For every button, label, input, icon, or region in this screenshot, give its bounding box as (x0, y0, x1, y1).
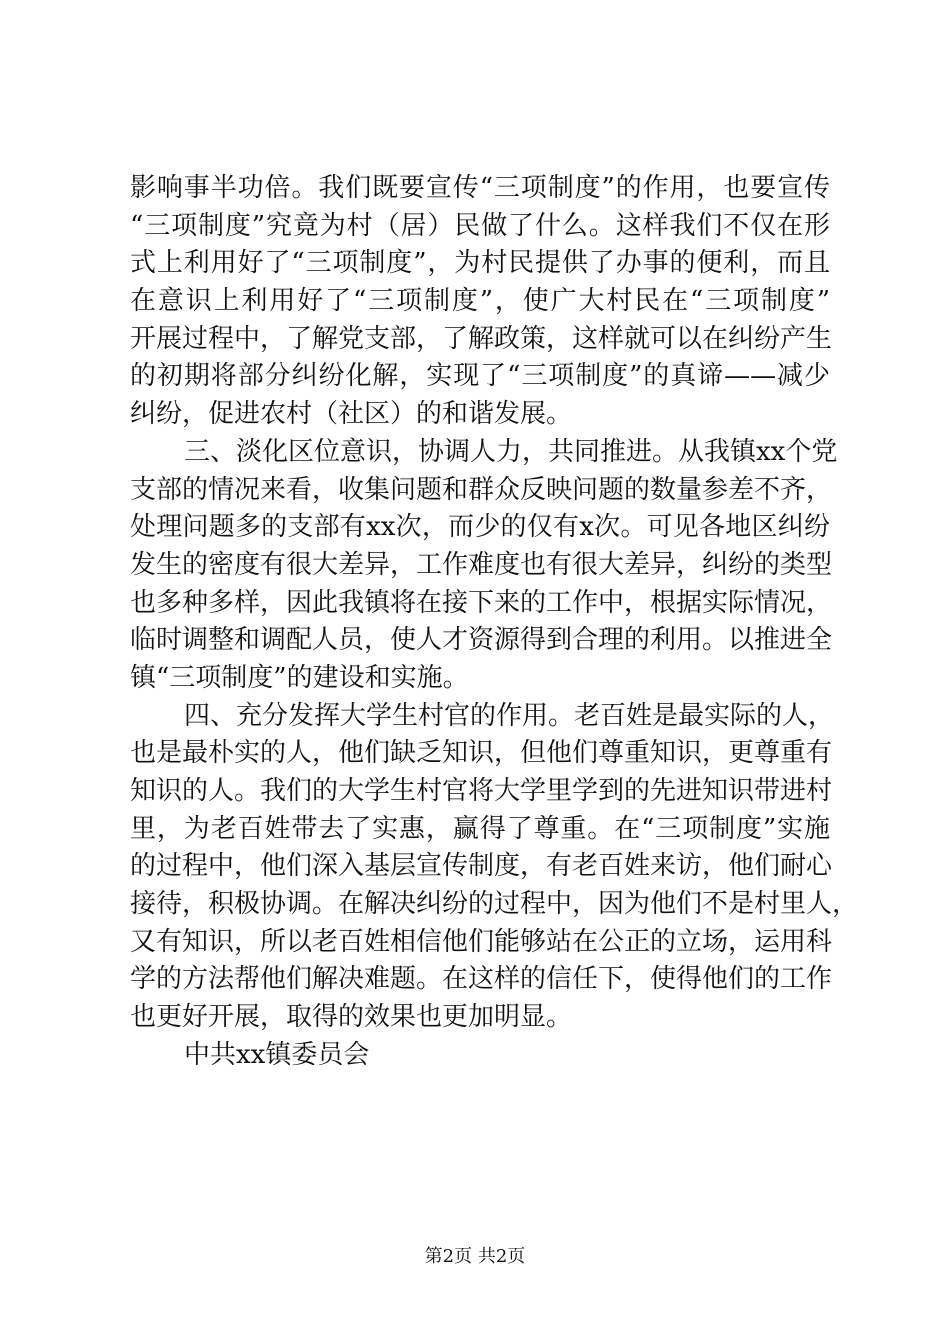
text-line: 镇“三项制度”的建设和实施。 (130, 662, 469, 693)
text-line: 式上利用好了“三项制度”，为村民提供了办事的便利，而且 (130, 248, 830, 279)
text-line: 又有知识，所以老百姓相信他们能够站在公正的立场，运用科 (130, 926, 833, 957)
text-line: 处理问题多的支部有xx次，而少的仅有x次。可见各地区纠纷 (130, 512, 830, 543)
text-line: 知识的人。我们的大学生村官将大学里学到的先进知识带进村 (130, 776, 833, 806)
section-heading-line: 四、充分发挥大学生村官的作用。老百姓是最实际的人， (184, 700, 835, 731)
text-line: 临时调整和调配人员，使人才资源得到合理的利用。以推进全 (130, 625, 833, 656)
text-line: 的过程中，他们深入基层宣传制度，有老百姓来访，他们耐心 (130, 851, 833, 882)
section-heading-line: 三、淡化区位意识，协调人力，共同推进。从我镇xx个党 (184, 436, 838, 467)
text-line: 学的方法帮他们解决难题。在这样的信任下，使得他们的工作 (130, 964, 833, 995)
text-line: 也更好开展，取得的效果也更加明显。 (130, 1002, 573, 1033)
text-line: “三项制度”究竟为村（居）民做了什么。这样我们不仅在形 (130, 210, 830, 241)
signature-line: 中共xx镇委员会 (184, 1039, 370, 1070)
text-line: 纠纷，促进农村（社区）的和谐发展。 (130, 399, 573, 430)
text-line: 影响事半功倍。我们既要宣传“三项制度”的作用，也要宣传 (130, 173, 830, 203)
text-line: 支部的情况来看，收集问题和群众反映问题的数量参差不齐， (130, 474, 833, 505)
document-body (130, 170, 859, 1075)
text-line: 接待，积极协调。在解决纠纷的过程中，因为他们不是村里人， (130, 889, 859, 920)
text-line: 发生的密度有很大差异，工作难度也有很大差异，纠纷的类型 (130, 549, 833, 580)
text-line: 在意识上利用好了“三项制度”，使广大村民在“三项制度” (130, 286, 830, 317)
text-line: 的初期将部分纠纷化解，实现了“三项制度”的真谛——减少 (130, 361, 830, 392)
text-line: 也多种多样，因此我镇将在接下来的工作中，根据实际情况， (130, 587, 833, 618)
text-line: 里，为老百姓带去了实惠，赢得了尊重。在“三项制度”实施 (130, 813, 830, 844)
text-line: 也是最朴实的人，他们缺乏知识，但他们尊重知识，更尊重有 (130, 738, 833, 769)
text-line: 开展过程中，了解党支部，了解政策，这样就可以在纠纷产生 (130, 323, 833, 354)
page-number-footer: 第2页 共2页 (424, 1246, 526, 1267)
